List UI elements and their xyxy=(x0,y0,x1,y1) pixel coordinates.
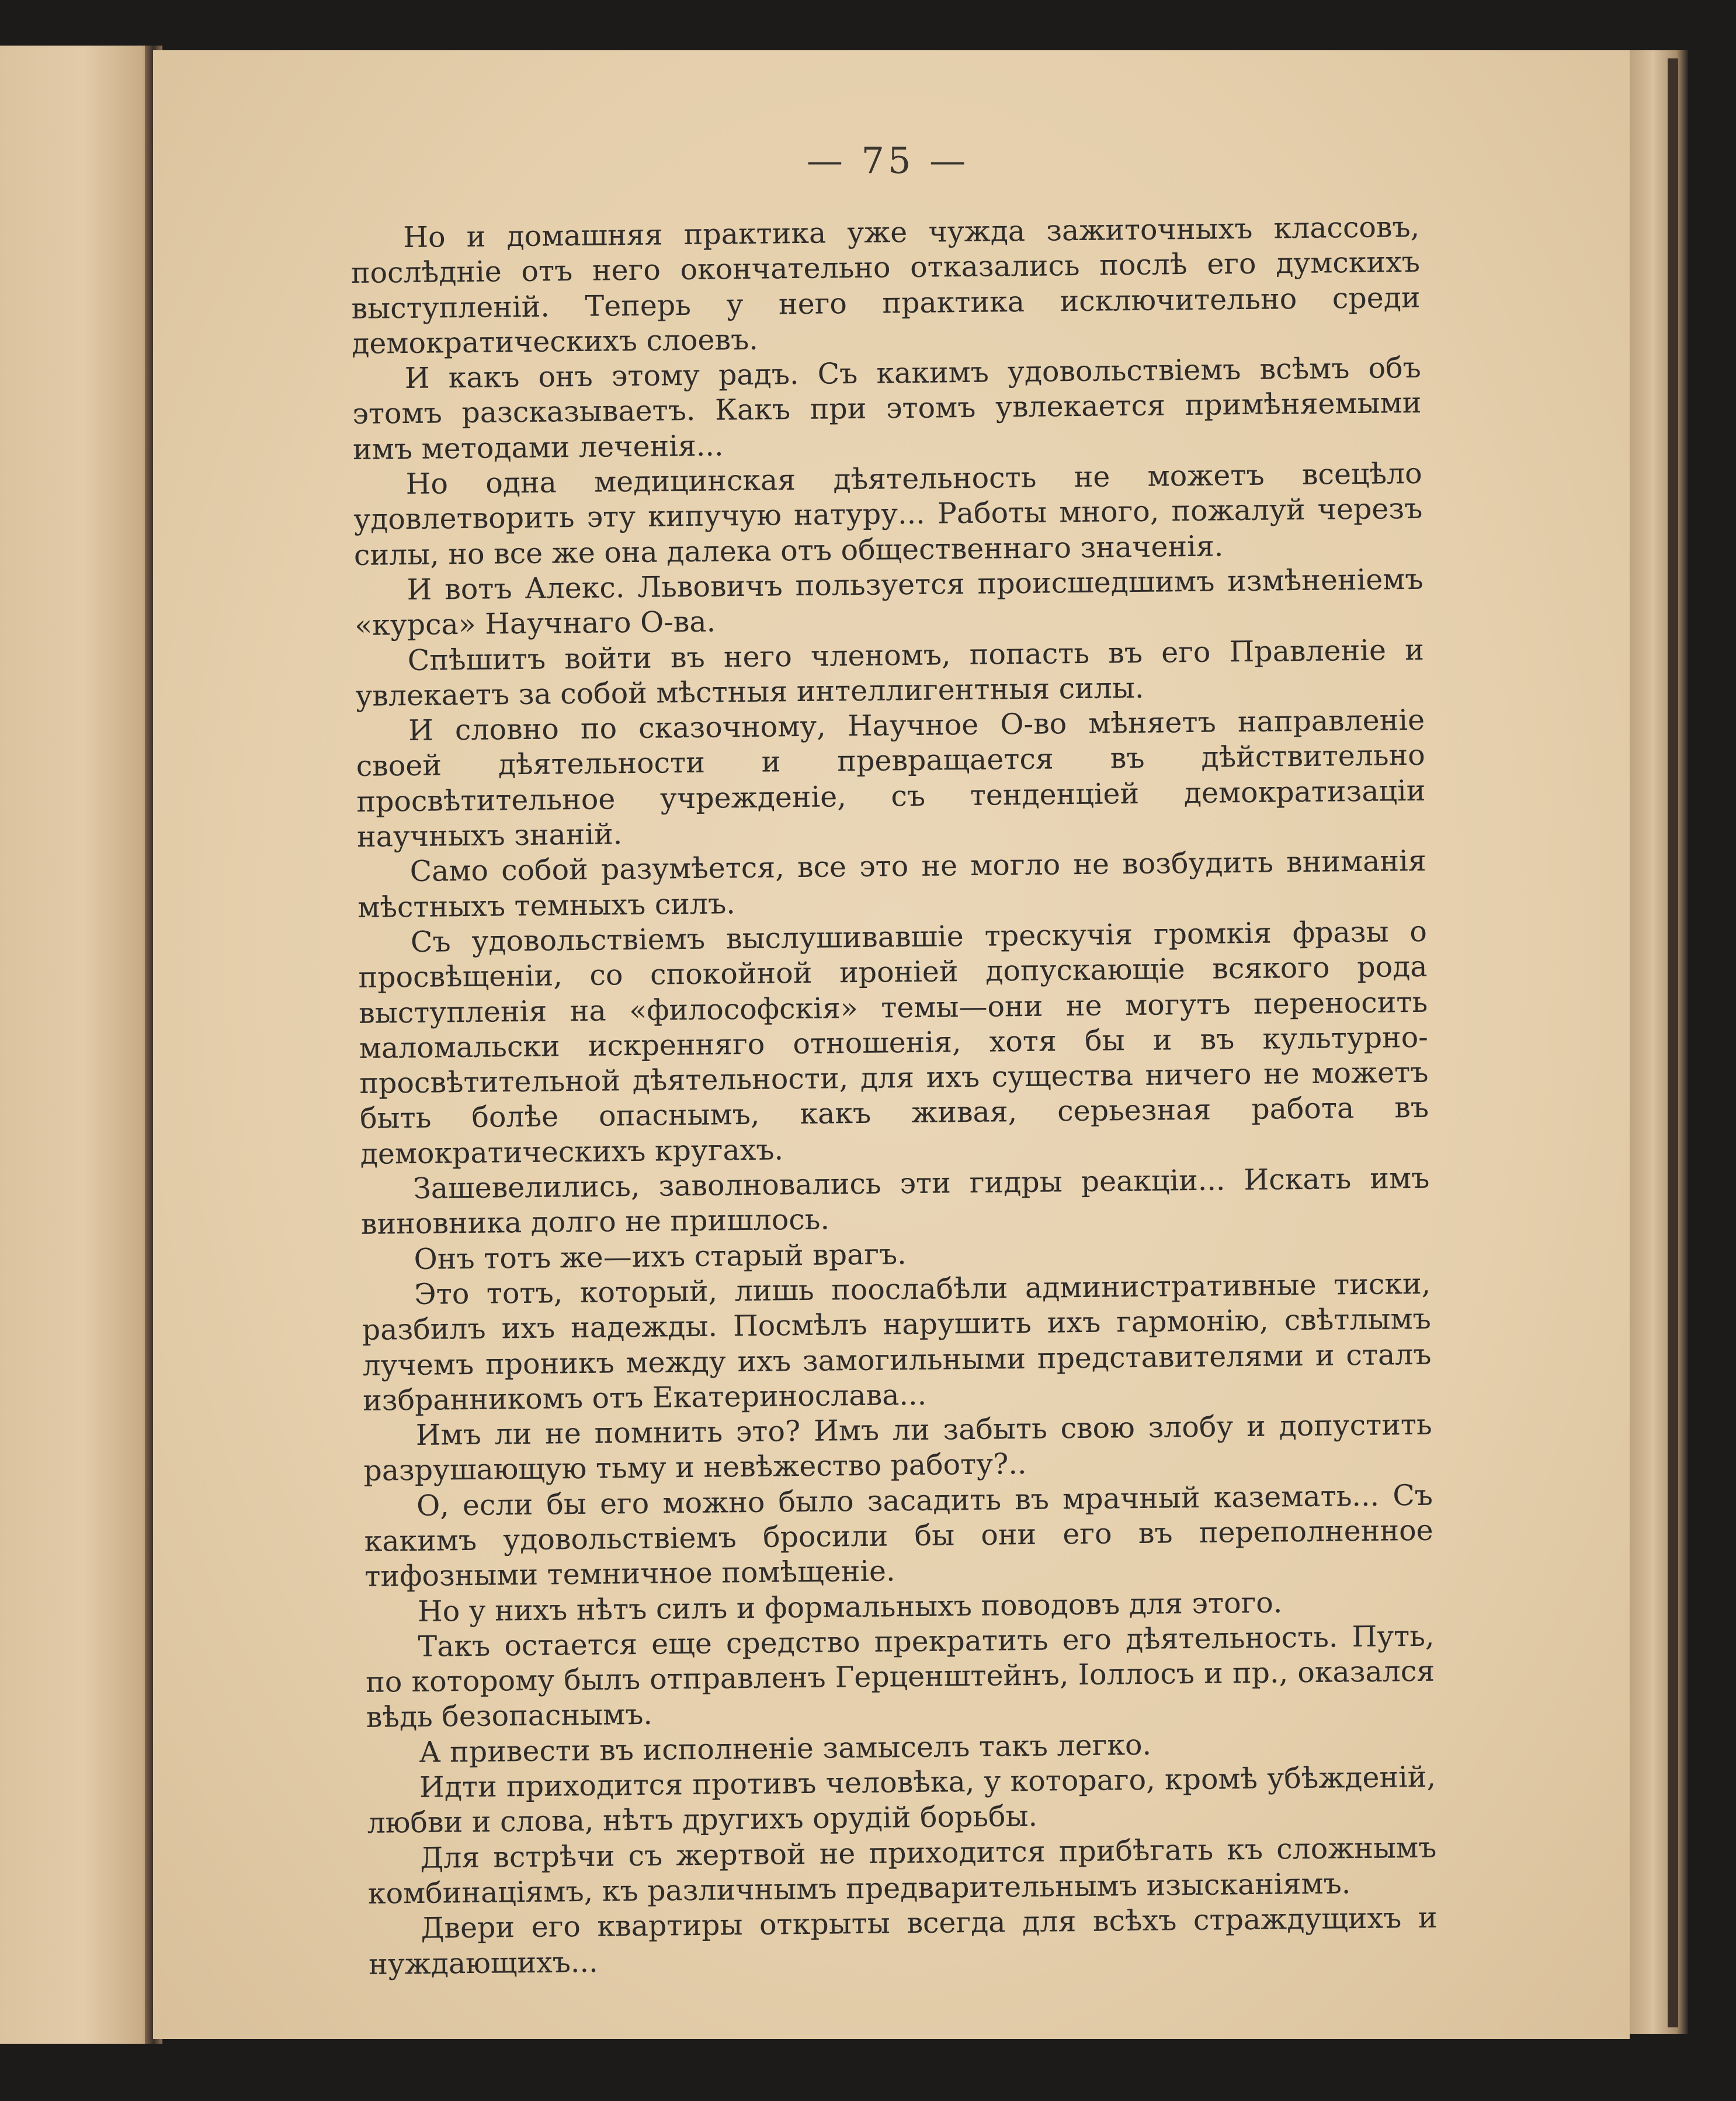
paragraph: И какъ онъ этому радъ. Съ какимъ удовольствіемъ всѣмъ объ этомъ разсказываетъ. Какъ при этомъ увлекается примѣняемыми имъ методами леченія... xyxy=(352,351,1422,466)
page-stack-shadow xyxy=(1668,58,1678,2027)
paragraph: Спѣшитъ войти въ него членомъ, попасть въ его Правленіе и увлекаетъ за собой мѣстныя интеллигентныя силы. xyxy=(355,633,1425,713)
paragraph: О, если бы его можно было засадить въ мрачный каземать... Съ какимъ удовольствіемъ бросили бы они его въ переполненное тифозными темничное помѣщеніе. xyxy=(364,1478,1433,1594)
paragraph: Это тотъ, который, лишь пооcлабѣли административные тиски, разбилъ ихъ надежды. Посмѣлъ нарушить ихъ гармонію, свѣтлымъ лучемъ проникъ между ихъ замогильными представителями и сталъ избранникомъ отъ Екатеринослава... xyxy=(362,1267,1432,1417)
paragraph: Но и домашняя практика уже чужда зажиточныхъ классовъ, послѣдніе отъ него окончательно отказались послѣ его думскихъ выступленій. Теперь у него практика исключительно среди демократическихъ слоевъ. xyxy=(350,210,1421,360)
body-text xyxy=(350,210,1438,1981)
paragraph: И вотъ Алекс. Львовичъ пользуется происшедшимъ измѣненіемъ «курса» Научнаго О-ва. xyxy=(354,562,1423,643)
left-page-edge xyxy=(0,46,153,2044)
paragraph: А привести въ исполненіе замыселъ такъ легко. xyxy=(419,1728,1152,1769)
page-number: — 75 — xyxy=(806,139,970,182)
paragraph: Для встрѣчи съ жертвой не приходится прибѣгать къ сложнымъ комбинаціямъ, къ различнымъ предварительнымъ изысканіямъ. xyxy=(367,1830,1437,1911)
paragraph: Двери его квартиры открыты всегда для всѣхъ страждущихъ и нуждающихъ... xyxy=(368,1901,1438,1981)
paragraph: Имъ ли не помнить это? Имъ ли забыть свою злобу и допустить разрушающую тьму и невѣжество работу?.. xyxy=(363,1407,1432,1488)
page-stack-edge xyxy=(1630,50,1688,2034)
paragraph: Но одна медицинская дѣятельность не можетъ всецѣло удовлетворить эту кипучую натуру... Работы много, пожалуй черезъ силы, но все же она далека отъ общественнаго значенія. xyxy=(353,456,1423,572)
paragraph: Онъ тотъ же—ихъ старый врагъ. xyxy=(414,1237,907,1276)
paragraph: Само собой разумѣется, все это не могло не возбудить вниманія мѣстныхъ темныхъ силъ. xyxy=(357,844,1426,924)
paragraph: Зашевелились, заволновались эти гидры реакціи... Искать имъ виновника долго не пришлось. xyxy=(360,1161,1430,1242)
paragraph: Но у нихъ нѣтъ силъ и формальныхъ поводовъ для этого. xyxy=(417,1586,1283,1628)
paragraph: И словно по сказочному, Научное О-во мѣняетъ направленіе своей дѣятельности и превращается въ дѣйствительно просвѣтительное учрежденіе, съ тенденціей демократизаціи научныхъ знаній. xyxy=(356,703,1426,854)
paragraph: Съ удовольствіемъ выслушивавшіе трескучія громкія фразы о просвѣщеніи, со спокойной ироніей допускающіе всякого рода выступленія на «философскія» темы—они не могутъ переносить маломальски искренняго отношенія, хотя бы и въ культурно-просвѣтительной дѣятельности, для ихъ существа ничего не можетъ быть болѣе опаснымъ, какъ живая, серьезная работа въ демократическихъ кругахъ. xyxy=(358,914,1429,1171)
paragraph: Идти приходится противъ человѣка, у котораго, кромѣ убѣжденій, любви и слова, нѣтъ другихъ орудій борьбы. xyxy=(367,1760,1436,1840)
paragraph: Такъ остается еще средство прекратить его дѣятельность. Путь, по которому былъ отправленъ Герценштейнъ, Іоллосъ и пр., оказался вѣдь безопаснымъ. xyxy=(365,1619,1435,1735)
